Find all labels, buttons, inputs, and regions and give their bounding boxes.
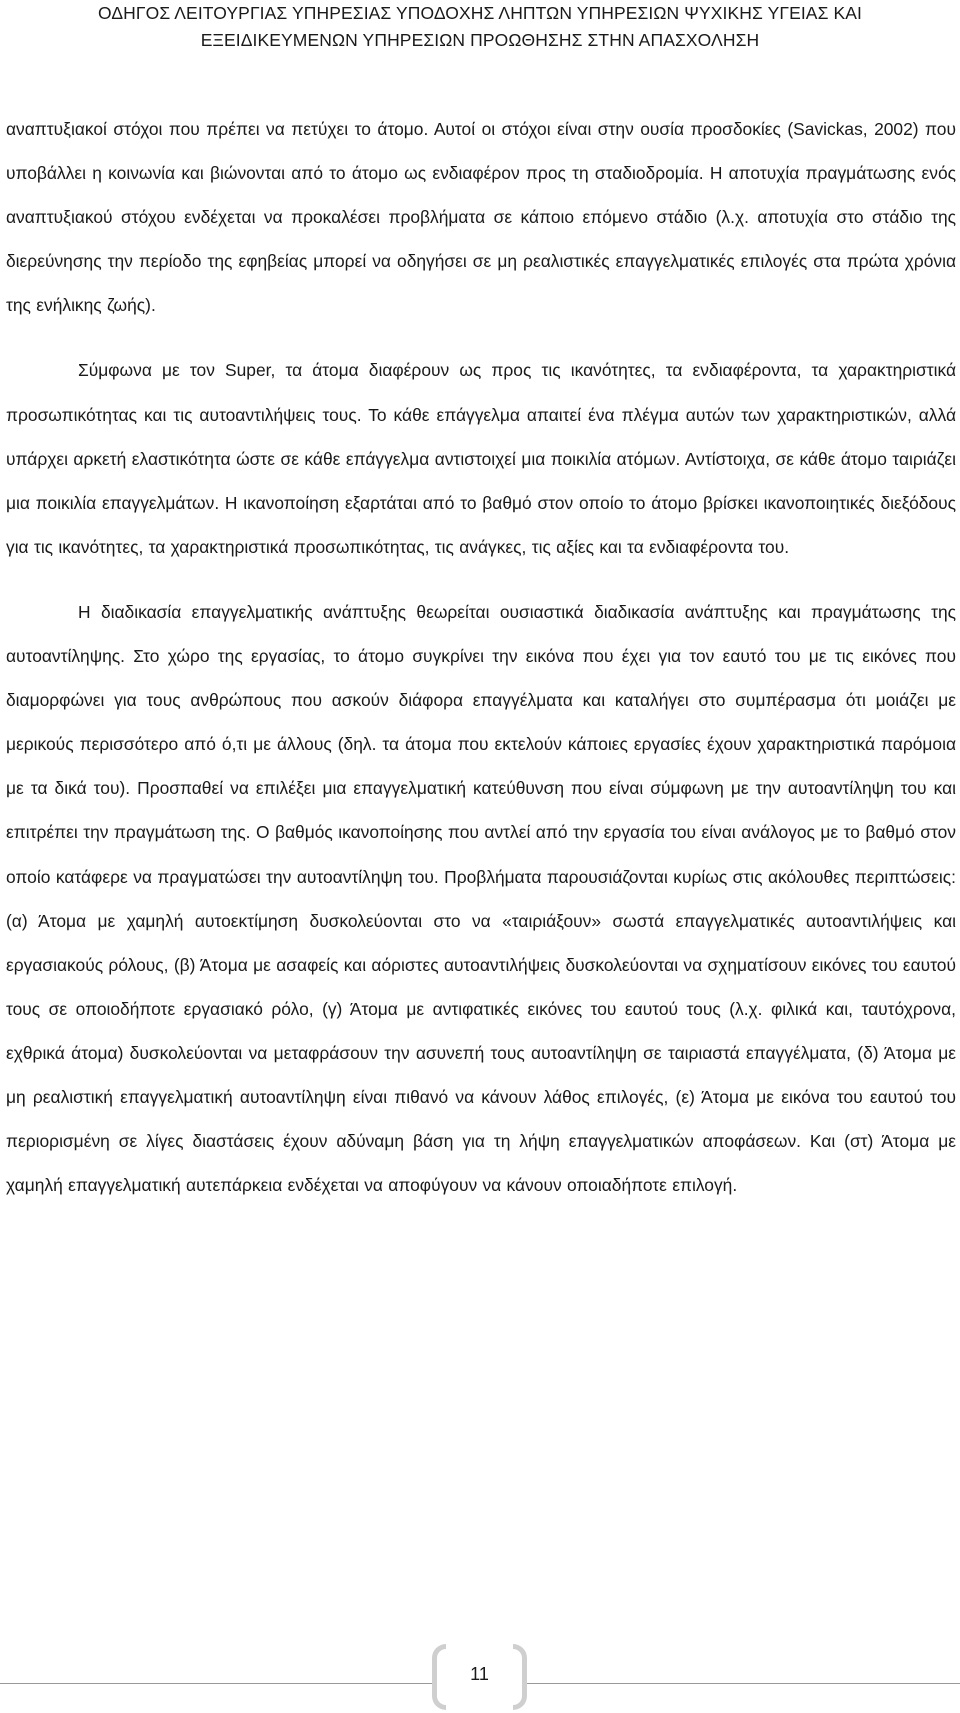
header-title-line-2: ΕΞΕΙΔΙΚΕΥΜΕΝΩΝ ΥΠΗΡΕΣΙΩΝ ΠΡΟΩΘΗΣΗΣ ΣΤΗΝ ΑΠΑΣΧΟΛΗΣΗ	[200, 30, 760, 50]
open-brace-icon	[432, 1644, 446, 1710]
document-body	[6, 107, 956, 1207]
header-divider	[0, 62, 960, 63]
page-header	[0, 0, 960, 54]
footer-line-right	[527, 1683, 960, 1684]
page-footer	[0, 1640, 960, 1713]
page-number: 11	[470, 1664, 489, 1684]
close-brace-icon	[513, 1644, 527, 1710]
body-paragraph-2: Σύμφωνα με τον Super, τα άτομα διαφέρουν ως προς τις ικανότητες, τα ενδιαφέροντα, τα χαρακτηριστικά προσωπικότητας και τις αυτοαντιλήψεις τους. Το κάθε επάγγελμα απαιτεί ένα πλέγμα αυτών των χαρακτηριστικών, αλλά υπάρχει αρκετή ελαστικότητα ώστε σε κάθε επάγγελμα αντιστοιχεί μια ποικιλία ατόμων. Αντίστοιχα, σε κάθε άτομο ταιριάζει μια ποικιλία επαγγελμάτων. Η ικανοποίηση εξαρτάται από το βαθμό στον οποίο το άτομο βρίσκει ικανοποιητικές διεξόδους για τις ικανότητες, τα χαρακτηριστικά προσωπικότητας, τις ανάγκες, τις αξίες και τα ενδιαφέροντα του.	[6, 360, 956, 557]
footer-line-left	[0, 1683, 432, 1684]
header-title-line-1: ΟΔΗΓΟΣ ΛΕΙΤΟΥΡΓΙΑΣ ΥΠΗΡΕΣΙΑΣ ΥΠΟΔΟΧΗΣ ΛΗΠΤΩΝ ΥΠΗΡΕΣΙΩΝ ΨΥΧΙΚΗΣ ΥΓΕΙΑΣ ΚΑΙ	[98, 3, 862, 23]
body-paragraph-1: αναπτυξιακοί στόχοι που πρέπει να πετύχει το άτομο. Αυτοί οι στόχοι είναι στην ουσία προσδοκίες (Savickas, 2002) που υποβάλλει η κοινωνία και βιώνονται από το άτομο ως ενδιαφέρον προς τη σταδιοδρομία. Η αποτυχία πραγμάτωσης ενός αναπτυξιακού στόχου ενδέχεται να προκαλέσει προβλήματα σε κάποιο επόμενο στάδιο (λ.χ. αποτυχία στο στάδιο της διερεύνησης την περίοδο της εφηβείας μπορεί να οδηγήσει σε μη ρεαλιστικές επαγγελματικές επιλογές στα πρώτα χρόνια της ενήλικης ζωής).	[6, 119, 956, 316]
body-paragraph-3: Η διαδικασία επαγγελματικής ανάπτυξης θεωρείται ουσιαστικά διαδικασία ανάπτυξης και πραγμάτωσης της αυτοαντίληψης. Στο χώρο της εργασίας, το άτομο συγκρίνει την εικόνα που έχει για τον εαυτό του με τις εικόνες που διαμορφώνει για τους ανθρώπους που ασκούν διάφορα επαγγέλματα και καταλήγει στο συμπέρασμα ότι μοιάζει με μερικούς περισσότερο από ό,τι με άλλους (δηλ. τα άτομα που εκτελούν κάποιες εργασίες έχουν χαρακτηριστικά παρόμοια με τα δικά του). Προσπαθεί να επιλέξει μια επαγγελματική κατεύθυνση που είναι σύμφωνη με την αυτοαντίληψη του και επιτρέπει την πραγμάτωση της. Ο βαθμός ικανοποίησης που αντλεί από την εργασία του είναι ανάλογος με το βαθμό στον οποίο κατάφερε να πραγματώσει την αυτοαντίληψη του. Προβλήματα παρουσιάζονται κυρίως στις ακόλουθες περιπτώσεις: (α) Άτομα με χαμηλή αυτοεκτίμηση δυσκολεύονται στο να «ταιριάξουν» σωστά επαγγελματικές αυτοαντιλήψεις και εργασιακούς ρόλους, (β) Άτομα με ασαφείς και αόριστες αυτοαντιλήψεις δυσκολεύονται να σχηματίσουν εικόνες του εαυτού τους σε οποιοδήποτε εργασιακό ρόλο, (γ) Άτομα με αντιφατικές εικόνες του εαυτού τους (λ.χ. φιλικά και, ταυτόχρονα, εχθρικά άτομα) δυσκολεύονται να μεταφράσουν την ασυνεπή τους αυτοαντίληψη σε ταιριαστά επαγγέλματα, (δ) Άτομα με μη ρεαλιστική επαγγελματική αυτοαντίληψη είναι πιθανό να κάνουν λάθος επιλογές, (ε) Άτομα με εικόνα του εαυτού του περιορισμένη σε λίγες διαστάσεις έχουν αδύναμη βάση για τη λήψη επαγγελματικών αποφάσεων. Και (στ) Άτομα με χαμηλή επαγγελματική αυτεπάρκεια ενδέχεται να αποφύγουν να κάνουν οποιαδήποτε επιλογή.	[6, 601, 956, 1196]
